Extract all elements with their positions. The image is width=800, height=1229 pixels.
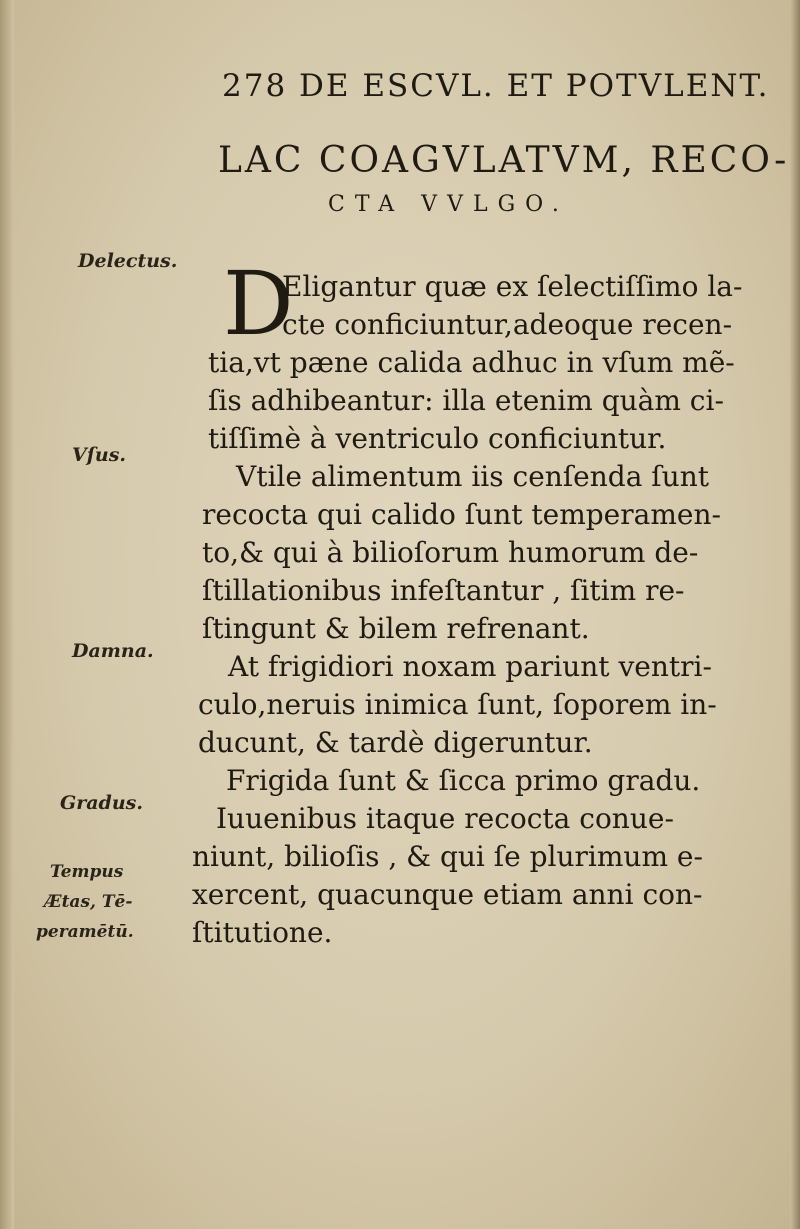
chapter-subtitle: CTA VVLGO. — [328, 192, 569, 217]
margin-note-peramentum: peramētū. — [36, 922, 134, 942]
text-line: ſtingunt & bilem refrenant. — [202, 612, 590, 645]
margin-note-delectus: Delectus. — [78, 250, 178, 272]
text-line: Frigida ſunt & ſicca primo gradu. — [226, 764, 701, 797]
text-line: xercent, quacunque etiam anni con- — [192, 878, 703, 911]
margin-note-damna: Damna. — [72, 640, 154, 662]
margin-note-gradus: Gradus. — [60, 792, 143, 814]
text-line: to,& qui à bilioſorum humorum de- — [202, 536, 699, 569]
text-line: tia,vt pæne calida adhuc in vſum mẽ- — [208, 346, 735, 379]
text-line: ſis adhibeantur: illa etenim quàm ci- — [208, 384, 724, 417]
text-line: niunt, bilioſis , & qui ſe plurimum e- — [192, 840, 703, 873]
margin-note-tempus: Tempus — [50, 862, 124, 882]
margin-note-aetas: Ætas, Tē- — [44, 892, 133, 912]
text-line: ducunt, & tardè digeruntur. — [198, 726, 593, 759]
text-line: ſtitutione. — [192, 916, 333, 949]
text-line: Iuuenibus itaque recocta conue- — [216, 802, 674, 835]
margin-note-usus: Vſus. — [72, 444, 127, 466]
chapter-title: LAC COAGVLATVM, RECO- — [218, 140, 790, 181]
text-line: tiſſimè à ventriculo conficiuntur. — [208, 422, 667, 455]
page-edge-right — [790, 0, 800, 1229]
page-edge-left — [0, 0, 14, 1229]
running-header: 278 DE ESCVL. ET POTVLENT. — [222, 68, 770, 104]
text-line: culo,neruis inimica ſunt, ſoporem in- — [198, 688, 717, 721]
text-line: Eligantur quæ ex ſelectiſſimo la- — [282, 270, 743, 303]
text-line: recocta qui calido ſunt temperamen- — [202, 498, 721, 531]
text-line: Vtile alimentum iis cenſenda ſunt — [236, 460, 709, 493]
text-line: At frigidiori noxam pariunt ventri- — [228, 650, 712, 683]
drop-cap: D — [223, 252, 294, 355]
text-line: cte conficiuntur,adeoque recen- — [282, 308, 733, 341]
text-line: ſtillationibus infeſtantur , ſitim re- — [202, 574, 685, 607]
